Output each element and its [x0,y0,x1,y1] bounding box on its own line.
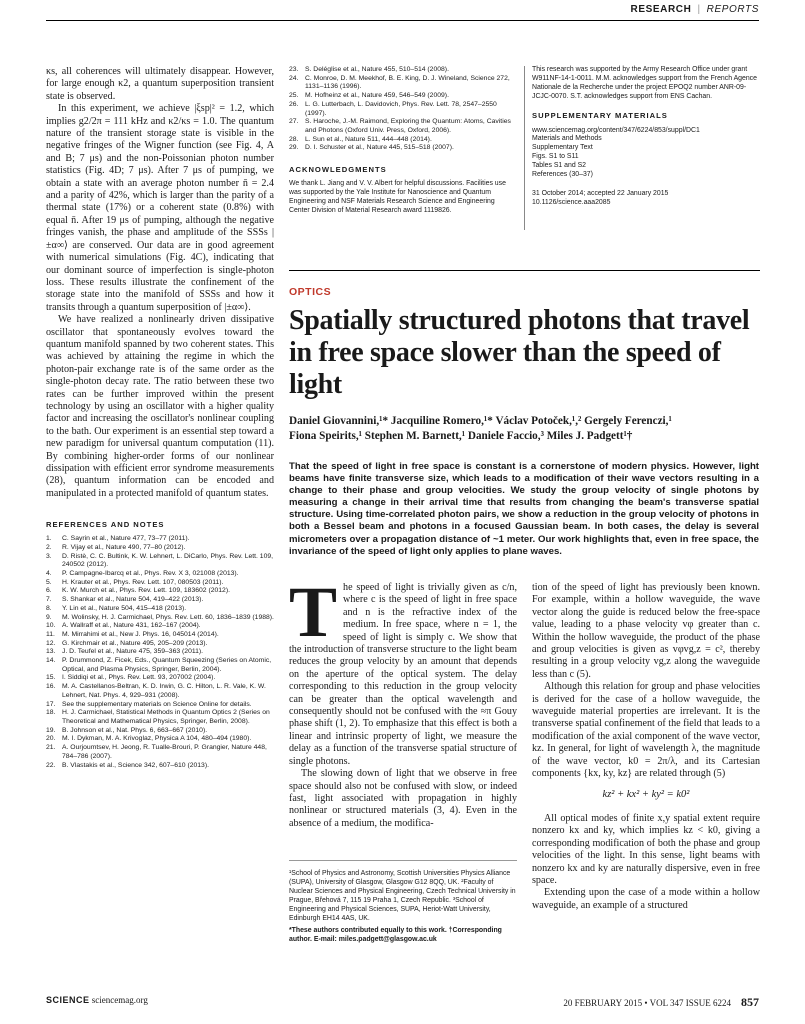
reference-item [289,136,517,145]
reference-number: 27. [289,118,299,126]
section-rule [289,270,760,271]
supplementary-line: Tables S1 and S2 [532,162,587,170]
column-3-top [532,66,760,208]
reference-item [46,579,274,588]
column-2-top [289,66,517,216]
reference-item [289,75,517,92]
reference-text: R. Vijay et al., Nature 490, 77–80 (2012). [62,543,186,551]
body-text: he speed of light is trivially given as c/n, where c is the speed of light in free space and n is the refractive index of the medium. In free space, where n = 1, the speed of light is simply c. We show that the introduction of transverse structure to the light beam reduces the group velocity by an amount that depends on the aperture of the optical system. The delay corresponding to this reduction in the group velocity can be greater than the optical wavelength and consequently should not be confused with the ≈π Gouy phase shift (1, 2). To emphasize that this effect is both a linear and intrinsic property of light, we measure the delay as a function of the transverse spatial structure of single photons. [289,582,517,767]
article-authors [289,414,759,444]
reference-item [46,701,274,710]
acknowledgments-title: ACKNOWLEDGMENTS [289,165,387,175]
page-number: 857 [741,995,759,1009]
col1-paragraph: In this experiment, we achieve |ξsp|² = 1.2, which implies g2/2π = 111 kHz and κ2/κs = 1.0. The quantum nature of the transient storage state is visible in the negative fringes of the Wigner function (see Fig. 4, A and B; 7 μs) and the non-Poissonian photon number statistics (Fig. 4D; 7 μs). After 7 μs of pumping, we obtain a state with an average photon number n̄ = 2.4 and a parity of 42%, which is larger than the parity of a thermal state (17%) or a coherent state (0.8%) with equal n̄. After 19 μs of pumping, although the negative fringes vanish, the phase and amplitude of the SSSs |±α∞⟩ are conserved. Our data are in good agreement with numerical simulations (Fig. 4C), indicating that our dominant source of imperfection is single-photon loss. These results illustrate the confinement of the storage state into the manifold of SSSs and how it transits through a quantum superposition of |±α∞⟩. [46,103,274,313]
reference-item [46,605,274,614]
reference-item [46,648,274,657]
reference-text: A. Wallraff et al., Nature 431, 162–167 (2004). [62,622,201,630]
header-rule [46,20,759,21]
reference-number: 3. [46,552,52,560]
supplementary-line: Supplementary Text [532,144,593,152]
reference-number: 22. [46,761,56,769]
article-doi[interactable]: 10.1126/science.aaa2085 [532,198,611,206]
reference-text: D. I. Schuster et al., Nature 445, 515–518 (2007). [305,144,454,152]
reference-text: H. J. Carmichael, Statistical Methods in Quantum Optics 2 (Series on Theoretical and Mathematical Physics, Springer, Berlin, 2008). [62,709,270,725]
body-paragraph: Extending upon the case of a mode within a hollow waveguide, an example of a structured [532,887,760,911]
reference-item [46,614,274,623]
article-category: OPTICS [289,286,332,298]
body-paragraph: tion of the speed of light has previously been known. For example, within a hollow waveguide, the wave vector along the guide is reduced below the free-space value, leading to a phase velocity vφ greater than c. Within the hollow waveguide, the product of the phase and group velocities is given as vφvg,z = c², thereby resulting in a group velocity vg,z along the waveguide less than c (5). [532,582,760,680]
reference-number: 14. [46,657,56,665]
reference-number: 13. [46,648,56,656]
header-section: RESEARCH [630,4,692,15]
reference-text: G. Kirchmair et al., Nature 495, 205–209 (2013). [62,639,208,647]
reference-item [46,570,274,579]
reference-text: I. Siddiqi et al., Phys. Rev. Lett. 93, 207002 (2004). [62,674,216,682]
col1-paragraph: κs, all coherences will ultimately disappear. However, for large enough κ2, a quantum superposition transient state is observed. [46,66,274,102]
reference-number: 15. [46,674,56,682]
affiliations [289,869,517,947]
body-paragraph: All optical modes of finite x,y spatial extent require nonzero kx and ky, which implies kz < k0, giving a corresponding modification of both the phase and group velocities of the light. In this sense, light beams with nonzero kx and ky are naturally dispersive, even in free space. [532,812,760,886]
reference-number: 24. [289,74,299,82]
reference-item [46,596,274,605]
drop-cap: T [289,572,338,652]
reference-text: L. G. Lutterbach, L. Davidovich, Phys. Rev. Lett. 78, 2547–2550 (1997). [305,100,497,117]
reference-text: S. Deléglise et al., Nature 455, 510–514 (2008). [305,66,449,73]
reference-text: See the supplementary materials on Science Online for details. [62,700,252,708]
supplementary-line: Figs. S1 to S11 [532,153,579,161]
reference-number: 1. [46,535,52,543]
corresponding-note: *These authors contributed equally to this work. †Corresponding author. E-mail: miles.padgett@glasgow.ac.uk [289,927,502,943]
reference-number: 8. [46,604,52,612]
reference-item [289,101,517,118]
reference-text: M. Hofheinz et al., Nature 459, 546–549 (2009). [305,92,449,100]
article-abstract: That the speed of light in free space is constant is a cornerstone of modern physics. However, light beams have finite transverse size, which leads to a modification of their wave vectors resulting in a change to their phase and group velocities. We study the group velocity of single photons by measuring a change in their arrival time that results from changing the beam's transverse spatial structure. Using time-correlated photon pairs, we show a reduction in the group velocity of photons in both a Bessel beam and photons in a focused Gaussian beam. In both cases, the delay is several micrometers over a propagation distance of ~1 meter. Our work highlights that, even in free space, the invariance of the speed of light only applies to plane waves. [289,461,759,557]
reference-number: 23. [289,66,299,73]
reference-text: H. Krauter et al., Phys. Rev. Lett. 107, 080503 (2011). [62,578,224,586]
header-separator: | [697,4,701,15]
references-section [46,520,274,770]
reference-item [46,640,274,649]
reference-item [46,744,274,761]
reference-text: P. Drummond, Z. Ficek, Eds., Quantum Squeezing (Series on Atomic, Optical, and Plasma Physics, Springer, Berlin, 2004). [62,657,272,673]
reference-item [46,631,274,640]
reference-number: 5. [46,578,52,586]
reference-item [46,657,274,674]
supplementary-lines [532,127,760,180]
acknowledgments-text: We thank L. Jiang and V. V. Albert for helpful discussions. Facilities use was supported by the Yale Institute for Nanoscience and Quantum Engineering and NSF Materials Research Science and Engineering Center Division of Material Research award 1119826. [289,180,506,214]
footer-site[interactable]: sciencemag.org [91,995,148,1005]
references-title: REFERENCES AND NOTES [46,520,165,530]
reference-text: B. Johnson et al., Nat. Phys. 6, 663–667 (2010). [62,726,208,734]
reference-text: Y. Lin et al., Nature 504, 415–418 (2013). [62,604,187,612]
supplementary-title: SUPPLEMENTARY MATERIALS [532,110,668,120]
reference-number: 11. [46,630,55,638]
reference-number: 16. [46,683,56,691]
references-list-a [46,535,274,770]
reference-number: 7. [46,596,52,604]
reference-number: 12. [46,639,56,647]
footer-journal: SCIENCE [46,995,90,1005]
reference-item [289,118,517,135]
authors-line: Daniel Giovannini,¹* Jacquiline Romero,¹* Václav Potoček,¹,² Gergely Ferenczi,¹ [289,415,672,427]
reference-number: 28. [289,135,299,143]
col1-body [46,66,274,500]
authors-line: Fiona Speirits,¹ Stephen M. Barnett,¹ Daniele Faccio,³ Miles J. Padgett¹† [289,430,633,442]
reference-text: M. A. Castellanos-Beltran, K. D. Irwin, G. C. Hilton, L. R. Vale, K. W. Lehnert, Nat. Phys. 4, 929–931 (2008). [62,683,266,699]
reference-number: 4. [46,570,52,578]
affiliation-rule [289,860,517,861]
reference-number: 10. [46,622,56,630]
reference-text: S. Shankar et al., Nature 504, 419–422 (2013). [62,596,204,604]
reference-number: 25. [289,92,299,100]
reference-item [46,544,274,553]
reference-text: M. Wolinsky, H. J. Carmichael, Phys. Rev. Lett. 60, 1836–1839 (1988). [62,613,274,621]
reference-number: 17. [46,700,56,708]
supplementary-line: References (30–37) [532,171,593,179]
reference-number: 19. [46,726,56,734]
article-title: Spatially structured photons that travel in free space slower than the speed of light [289,305,750,400]
footer-issue: 20 FEBRUARY 2015 • VOL 347 ISSUE 6224 [563,998,731,1008]
reference-item [46,762,274,771]
reference-text: L. Sun et al., Nature 511, 444–448 (2014). [305,135,432,143]
support-text: This research was supported by the Army Research Office under grant W911NF-14-1-0011. M.M. acknowledges support from the French Agence Nationale de la Recherche under the project EPOQ2 number ANR-09-JCJC-0070. S.T. acknowledges support from ENS Cachan. [532,66,757,100]
reference-text: P. Campagne-Ibarcq et al., Phys. Rev. X 3, 021008 (2013). [62,570,239,578]
reference-item [46,535,274,544]
running-header [631,4,759,15]
reference-item [46,709,274,726]
supplementary-line: Materials and Methods [532,135,602,143]
reference-text: M. Mirrahimi et al., New J. Phys. 16, 045014 (2014). [62,630,219,638]
body-column-2 [289,572,517,830]
body-paragraph [289,572,517,768]
reference-item [46,622,274,631]
reference-text: B. Vlastakis et al., Science 342, 607–610 (2013). [62,761,209,769]
reference-number: 6. [46,587,52,595]
col1-paragraph: We have realized a nonlinearly driven dissipative oscillator that spontaneously evolves toward the quantum manifold spanned by two coherent states. This was achieved by attaining the regime in which the photon-pair exchange rate is of the same order as the single-photon decay rate. The ratio between these two rates can be further improved within the present technology by using an oscillator with a higher quality factor and increasing the oscillator's nonlinear coupling to the bath. Our experiment is an essential step toward a new paradigm for universal quantum computation (11). By combining higher-order forms of our nonlinear dissipation with efficient error syndrome measurements (28), quantum information can be encoded and manipulated in a protected manifold of quantum states. [46,314,274,499]
reference-item [46,587,274,596]
reference-number: 9. [46,613,52,621]
reference-text: C. Monroe, D. M. Meekhof, B. E. King, D. J. Wineland, Science 272, 1131–1136 (1996). [305,74,510,91]
reference-item [46,553,274,570]
reference-item [46,674,274,683]
reference-text: M. I. Dykman, M. A. Krivoglaz, Physica A 104, 480–494 (1980). [62,735,252,743]
reference-number: 20. [46,735,56,743]
footer-left [46,995,148,1005]
reference-item [289,66,517,75]
body-paragraph: The slowing down of light that we observe in free space should also not be confused with slow, or indeed fast, light associated with propagation in highly nonlinear or structured materials (3, 4). Even in the absence of a medium, the modifica- [289,768,517,829]
reference-number: 18. [46,709,56,717]
column-1 [46,66,274,770]
footer-right [563,995,759,1010]
affiliations-text: ¹School of Physics and Astronomy, Scottish Universities Physics Alliance (SUPA), University of Glasgow, Glasgow G12 8QQ, UK. ²Faculty of Nuclear Sciences and Physical Engineering, Czech Technical University in Prague, Břehová 7, 115 19 Praha 1, Czech Republic. ³School of Engineering and Physical Sciences, SUPA, Heriot-Watt University, Edinburgh EH14 4AS, UK. [289,870,516,922]
supplementary-url[interactable]: www.sciencemag.org/content/347/6224/853/suppl/DC1 [532,126,700,134]
reference-text: A. Ourjoumtsev, H. Jeong, R. Tualle-Brouri, P. Grangier, Nature 448, 784–786 (2007). [62,744,267,760]
reference-text: D. Ristè, C. C. Bultink, K. W. Lehnert, L. DiCarlo, Phys. Rev. Lett. 109, 240502 (2012). [62,552,274,569]
equation: kz² + kx² + ky² = k0² [602,788,690,800]
reference-item [46,727,274,736]
reference-item [289,144,517,153]
reference-item [289,92,517,101]
reference-number: 29. [289,144,299,152]
reference-text: S. Haroche, J.-M. Raimond, Exploring the Quantum: Atoms, Cavities and Photons (Oxford Univ. Press, Oxford, 2006). [305,118,511,134]
reference-number: 21. [46,744,56,752]
body-column-3 [532,582,760,912]
reference-number: 2. [46,543,52,551]
reference-item [46,735,274,744]
references-list-b [289,66,517,153]
reference-text: C. Sayrin et al., Nature 477, 73–77 (2011). [62,535,190,543]
reference-text: J. D. Teufel et al., Nature 475, 359–363 (2011). [62,648,204,656]
reference-number: 26. [289,100,299,108]
reference-text: K. W. Murch et al., Phys. Rev. Lett. 109, 183602 (2012). [62,587,230,595]
reference-item [46,683,274,700]
column-divider [524,66,525,230]
body-paragraph: Although this relation for group and phase velocities is derived for the case of a hollow waveguide, the waveguide material properties are irrelevant. It is the transverse spatial confinement of the field that leads to a modification of the axial component of the wave vector, kz. In general, for light of wavelength λ, the magnitude of the wave vector, k0 = 2π/λ, and its Cartesian components {kx, ky, kz} are related through (5) [532,681,760,780]
header-subsection: REPORTS [706,4,759,15]
article-dates: 31 October 2014; accepted 22 January 2015 [532,189,669,197]
